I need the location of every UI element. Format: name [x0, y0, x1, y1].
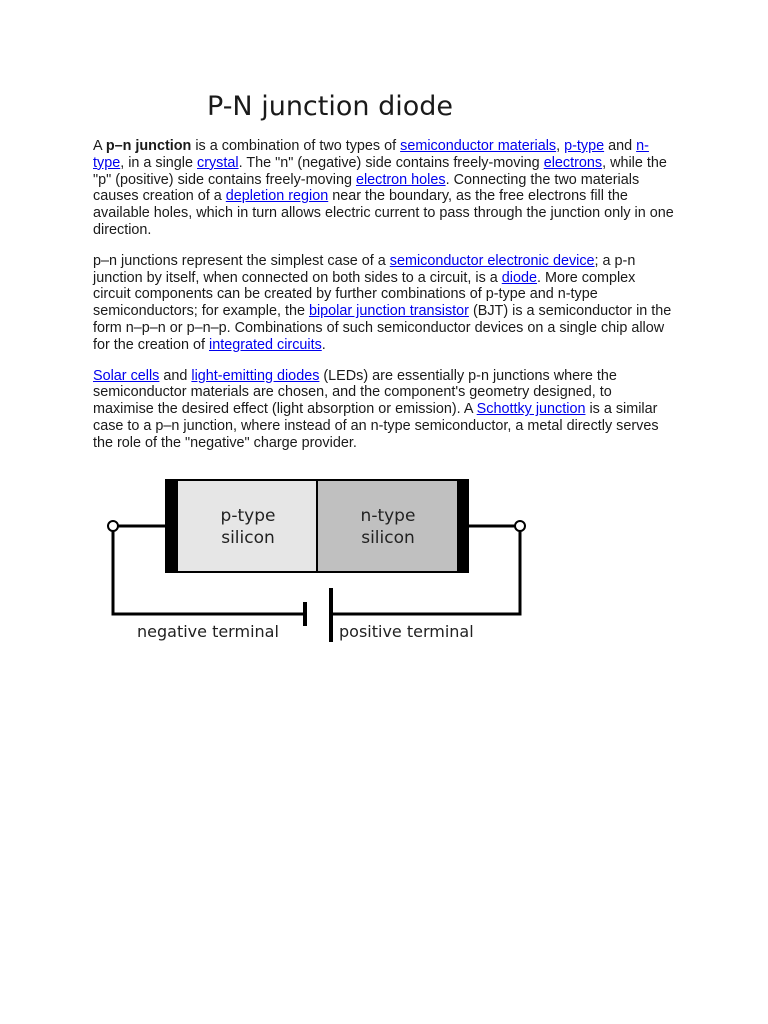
- p-silicon-label: silicon: [221, 528, 275, 548]
- n-silicon-label: silicon: [361, 528, 415, 548]
- text-run: p–n junctions represent the simplest case of a: [93, 252, 390, 269]
- link-bipolar-junction-transistor[interactable]: bipolar junction transistor: [308, 303, 469, 320]
- text-run: is a combination of two types of: [191, 138, 401, 154]
- link-n-type[interactable]: n-type: [93, 138, 649, 171]
- text-run: (BJT) is a semiconductor in the form n–p–n or p–n–p. Combinations of such semiconductor devices on a single chip allow for the creation of: [93, 303, 672, 353]
- text-run: . The "n" (negative) side contains freely-moving: [238, 154, 544, 171]
- negative-terminal-label: negative terminal: [137, 622, 279, 641]
- text-run: ,: [556, 138, 565, 154]
- text-run: , in a single: [120, 154, 197, 171]
- text-run: is a similar case to a p–n junction, where instead of an n-type semiconductor, a metal directly serves the role of the "negative" charge provider.: [93, 401, 659, 451]
- pn-junction-circuit-diagram: [104, 474, 530, 646]
- paragraph-pn-junction-devices: [93, 253, 675, 354]
- link-p-type[interactable]: p-type: [564, 138, 605, 154]
- link-semiconductor-electronic-device[interactable]: semiconductor electronic device: [389, 252, 595, 269]
- link-depletion-region[interactable]: depletion region: [225, 188, 329, 205]
- text-run: A: [93, 138, 106, 154]
- paragraph-solar-cells-leds: [93, 368, 675, 452]
- p-type-label: p-type: [220, 506, 276, 526]
- link-solar-cells[interactable]: Solar cells: [93, 367, 160, 384]
- right-metal-contact: [457, 480, 469, 572]
- text-run: (LEDs) are essentially p-n junctions where the semiconductor materials are chosen, and the component's geometry designed, to maximise the desired effect (light absorption or emission). A: [93, 367, 617, 418]
- text-run: near the boundary, as the free electrons fill the available holes, which in turn allows electric current to pass through the junction only in one direction.: [93, 188, 674, 238]
- document-body: [93, 138, 675, 466]
- link-diode[interactable]: diode: [501, 269, 537, 286]
- link-light-emitting-diodes[interactable]: light-emitting diodes: [191, 367, 320, 384]
- paragraph-pn-junction-definition: [93, 138, 675, 239]
- right-terminal-node: [515, 521, 525, 531]
- left-terminal-node: [108, 521, 118, 531]
- n-type-region: [317, 480, 468, 572]
- link-integrated-circuits[interactable]: integrated circuits: [209, 336, 322, 353]
- n-type-label: n-type: [360, 506, 416, 526]
- link-schottky-junction[interactable]: Schottky junction: [476, 401, 586, 418]
- text-run: and: [159, 367, 192, 384]
- page-title: P-N junction diode: [207, 91, 453, 122]
- text-run: .: [321, 336, 326, 353]
- text-run: , while the "p" (positive) side contains freely-moving: [93, 154, 667, 188]
- battery-negative-plate: [303, 602, 307, 626]
- battery-positive-plate: [329, 588, 333, 642]
- p-type-region: [166, 480, 317, 572]
- link-semiconductor-materials[interactable]: semiconductor materials: [400, 138, 557, 154]
- bold-term-pn-junction: p–n junction: [105, 138, 192, 154]
- text-run: . Connecting the two materials causes creation of a: [93, 171, 640, 205]
- text-run: and: [604, 138, 637, 154]
- left-metal-contact: [166, 480, 178, 572]
- text-run: ; a p-n junction by itself, when connected on both sides to a circuit, is a: [93, 252, 636, 286]
- positive-terminal-label: positive terminal: [339, 622, 474, 641]
- link-crystal[interactable]: crystal: [197, 154, 239, 171]
- link-electron-holes[interactable]: electron holes: [355, 171, 446, 188]
- text-run: . More complex circuit components can be created by further combinations of p-type and n-type semiconductors; for example, the: [93, 269, 636, 320]
- link-electrons[interactable]: electrons: [543, 154, 603, 171]
